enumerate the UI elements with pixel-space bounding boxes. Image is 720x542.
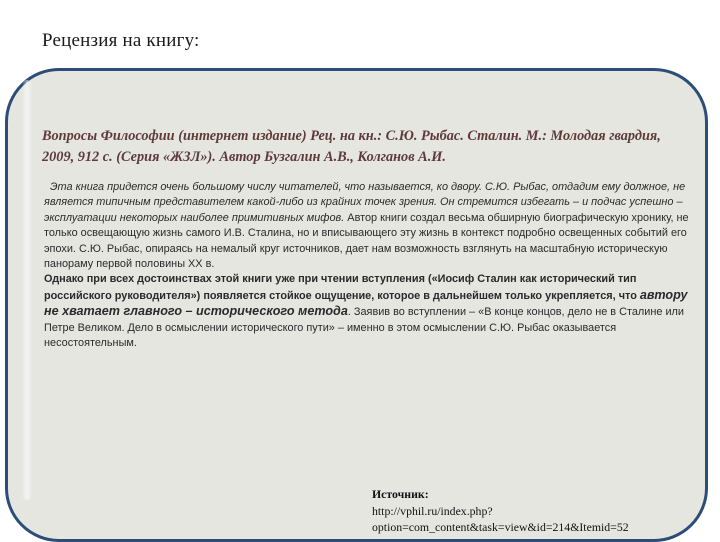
book-reference: Вопросы Философии (интернет издание) Рец. на кн.: С.Ю. Рыбас. Сталин. М.: Молодая гвардия, 2009, 912 с. (Серия «ЖЗЛ»). Автор Бузгалин А.В., Колганов А.И. <box>42 128 661 165</box>
review-text <box>44 180 694 351</box>
review-plain-continuation: Автор книги создал весьма обширную биографическую хронику, не только освещающую жизнь самого И.В. Сталина, но и вписывающего эту жизнь в контекст подробно освещенных событий его эпохи. С.Ю. Рыбас, опираясь на немалый круг источников, дает нам возможность взглянуть на масштабную историческую панораму первой половины XX в. <box>44 211 689 271</box>
review-bold-lead: Однако при всех достоинствах этой книги уже при чтении вступления («Иосиф Сталин как исторический тип российского руководителя») появляется стойкое ощущение, которое в дальнейшем только укрепляется, что <box>44 273 637 302</box>
slide-title: Рецензия на книгу: <box>42 30 200 51</box>
source-label: Источник: <box>372 487 429 501</box>
review-italic-intro: Эта книга придется очень большому числу читателей, что называется, ко двору. С.Ю. Рыбас, отдадим ему должное, не является типичным представителем какой-либо из крайних точек зрения. Он стремится избегать – и подчас успешно – эксплуатации некоторых наиболее примитивных мифов. <box>44 181 686 224</box>
source-block <box>372 486 692 536</box>
review-tail: . Заявив во вступлении – «В конце концов, дело не в Сталине или Петре Великом. Дело в осмыслении исторического пути» – именно в этом осмыслении С.Ю. Рыбас оказывается несостоятельным. <box>44 306 684 350</box>
card-side-highlight <box>22 80 32 500</box>
review-key-claim: автору не хватает главного – исторического метода <box>44 287 688 319</box>
source-url[interactable]: http://vphil.ru/index.php?option=com_content&task=view&id=214&Itemid=52 <box>372 503 629 534</box>
